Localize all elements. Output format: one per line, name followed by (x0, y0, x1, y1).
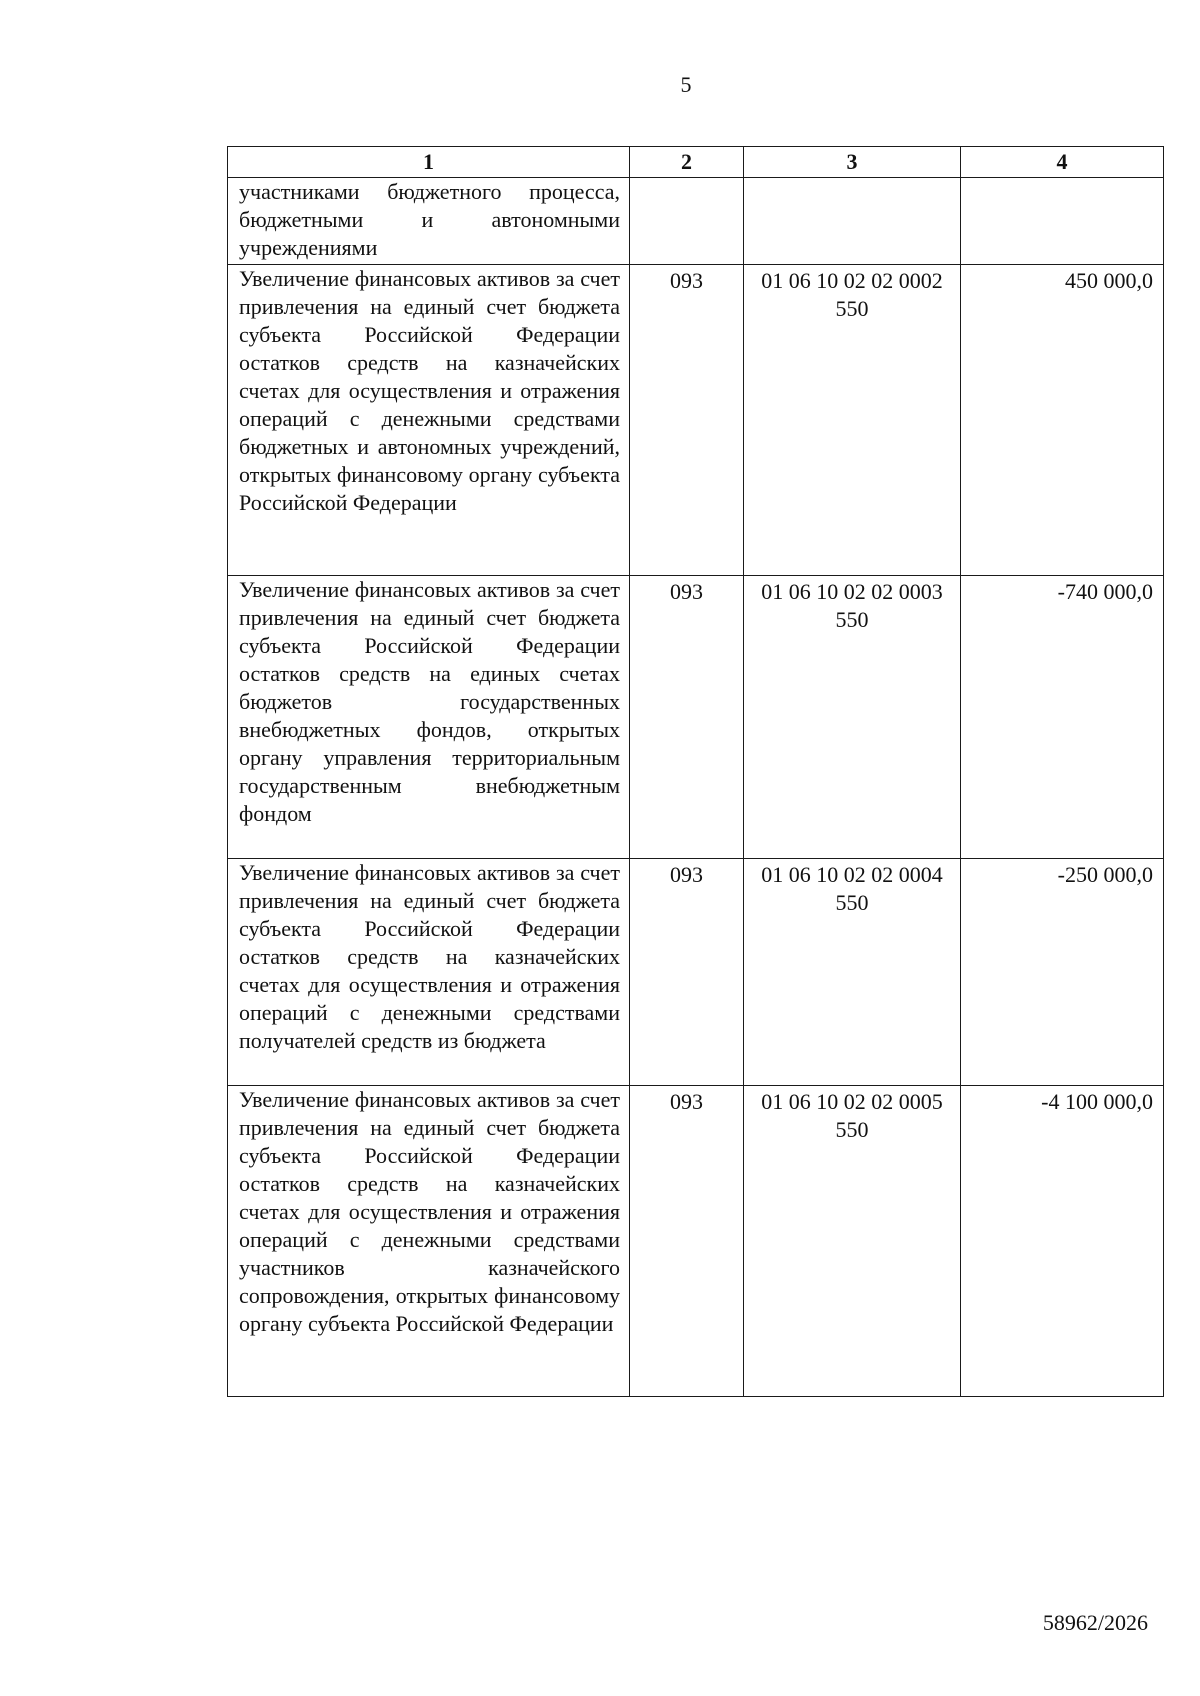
page-number: 5 (680, 72, 692, 97)
table-row (228, 576, 1164, 859)
row-admin-code: 093 (630, 1086, 744, 1397)
row-amount: 450 000,0 (961, 265, 1164, 576)
document-registration-number: 58962/2026 (1042, 1610, 1148, 1635)
column-header-3: 3 (744, 147, 961, 178)
row-description: участниками бюджетного процесса, бюджетными и автономными учреждениями (228, 178, 630, 265)
row-description: Увеличение финансовых активов за счет привлечения на единый счет бюджета субъекта Российской Федерации остатков средств на казначейских счетах для осуществления и отражения операций с денежными средствами бюджетных и автономных учреждений, открытых финансовому органу субъекта Российской Федерации (228, 265, 630, 576)
row-kbk-code: 01 06 10 02 02 0002 550 (744, 265, 961, 576)
row-admin-code: 093 (630, 859, 744, 1086)
row-amount: -740 000,0 (961, 576, 1164, 859)
row-description: Увеличение финансовых активов за счет привлечения на единый счет бюджета субъекта Российской Федерации остатков средств на единых счетах бюджетов государственных внебюджетных фондов, открытых органу управления территориальным государственным внебюджетным фондом (228, 576, 630, 859)
row-description: Увеличение финансовых активов за счет привлечения на единый счет бюджета субъекта Российской Федерации остатков средств на казначейских счетах для осуществления и отражения операций с денежными средствами получателей средств из бюджета (228, 859, 630, 1086)
row-admin-code (630, 178, 744, 265)
table-header-row (228, 147, 1164, 178)
table-row (228, 859, 1164, 1086)
row-kbk-code: 01 06 10 02 02 0005 550 (744, 1086, 961, 1397)
column-header-2: 2 (630, 147, 744, 178)
column-header-1: 1 (228, 147, 630, 178)
row-description: Увеличение финансовых активов за счет привлечения на единый счет бюджета субъекта Российской Федерации остатков средств на казначейских счетах для осуществления и отражения операций с денежными средствами участников казначейского сопровождения, открытых финансовому органу субъекта Российской Федерации (228, 1086, 630, 1397)
row-kbk-code (744, 178, 961, 265)
table-row (228, 265, 1164, 576)
row-kbk-code: 01 06 10 02 02 0003 550 (744, 576, 961, 859)
row-amount: -4 100 000,0 (961, 1086, 1164, 1397)
row-amount (961, 178, 1164, 265)
budget-sources-table (227, 146, 1164, 1397)
row-kbk-code: 01 06 10 02 02 0004 550 (744, 859, 961, 1086)
table-row (228, 178, 1164, 265)
row-amount: -250 000,0 (961, 859, 1164, 1086)
row-admin-code: 093 (630, 576, 744, 859)
row-admin-code: 093 (630, 265, 744, 576)
table-row (228, 1086, 1164, 1397)
column-header-4: 4 (961, 147, 1164, 178)
